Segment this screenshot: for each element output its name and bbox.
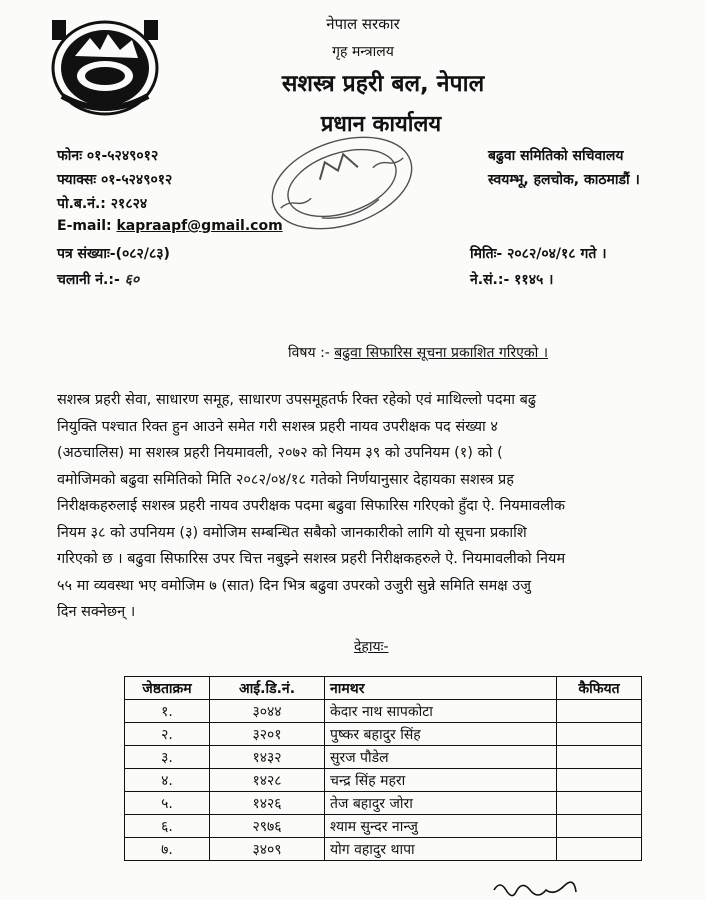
- table-row: [125, 769, 642, 792]
- email-label: E-mail:: [57, 218, 112, 234]
- subject-line: [288, 343, 548, 362]
- secretariat-address: स्वयम्भू, हलचोक, काठमाडौं ।: [488, 172, 640, 188]
- cell-name: पुष्कर बहादुर सिंह: [325, 723, 557, 746]
- cell-name: श्याम सुन्दर नान्जु: [325, 815, 557, 838]
- cell-remarks: [557, 769, 642, 792]
- date-label: मितिः-: [470, 246, 503, 262]
- body-line: निरीक्षकहरुलाई सशस्त्र प्रहरी नायव उपरीक्षक पदमा बढुवा सिफारिस गरिएको हुँदा ऐ. नियमावलीक: [57, 498, 565, 514]
- cell-remarks: [557, 815, 642, 838]
- body-line: वमोजिमको बढुवा समितिको मिति २०८२/०४/१८ गतेको निर्णयानुसार देहायका सशस्त्र प्रह: [57, 471, 515, 488]
- cell-seniority: ७.: [125, 838, 210, 861]
- letter-number-line: [57, 244, 170, 263]
- subject-label: विषय :-: [288, 345, 330, 361]
- cell-remarks: [557, 838, 642, 861]
- signature-icon: [490, 876, 580, 900]
- table-row: [125, 746, 642, 769]
- secretariat-name: बढुवा समितिको सचिवालय: [488, 148, 624, 164]
- table-row: [125, 838, 642, 861]
- cell-name: सुरज पौडेल: [325, 746, 557, 769]
- dispatch-label: चलानी नं.:-: [57, 272, 120, 288]
- era-year: ११४५ ।: [514, 272, 554, 288]
- table-header-row: [125, 677, 642, 700]
- date-value: २०८२/०४/१८: [507, 246, 576, 262]
- cell-seniority: ३.: [125, 746, 210, 769]
- cell-remarks: [557, 723, 642, 746]
- cell-remarks: [557, 746, 642, 769]
- ministry-name: गृह मन्त्रालय: [332, 44, 394, 60]
- fax-line: [57, 170, 172, 189]
- cell-id: २९७६: [210, 815, 325, 838]
- cell-name: तेज बहादुर जोरा: [325, 792, 557, 815]
- era-line: [470, 270, 553, 289]
- email-link[interactable]: kapraapf@gmail.com: [116, 218, 283, 234]
- cell-seniority: २.: [125, 723, 210, 746]
- annex-title: देहायः-: [354, 639, 389, 655]
- phone-label: फोनः: [57, 148, 83, 164]
- header-seniority: जेष्ठताक्रम: [125, 677, 210, 700]
- office-stamp-icon: [262, 128, 422, 238]
- body-line: ५५ मा व्यवस्था भए वमोजिम ७ (सात) दिन भित्र बढुवा उपरको उजुरी सुन्ने समिति समक्ष उजु: [57, 577, 532, 594]
- body-line: नियम ३८ को उपनियम (३) वमोजिम सम्बन्धित सबैको जानकारीको लागि यो सूचना प्रकाशि: [57, 524, 527, 541]
- cell-seniority: १.: [125, 700, 210, 723]
- cell-seniority: ६.: [125, 815, 210, 838]
- table-row: [125, 815, 642, 838]
- phone-line: [57, 146, 158, 165]
- table-row: [125, 700, 642, 723]
- header-name: नामथर: [325, 677, 557, 700]
- cell-seniority: ४.: [125, 769, 210, 792]
- date-suffix: गते ।: [580, 246, 607, 262]
- header-remarks: कैफियत: [557, 677, 642, 700]
- email-line: [57, 218, 283, 234]
- pobox-label: पो.ब.नं.:: [57, 196, 106, 212]
- notice-body: [57, 387, 682, 627]
- cell-id: १४२८: [210, 769, 325, 792]
- era-label: ने.सं.:-: [470, 272, 510, 288]
- government-name: नेपाल सरकार: [326, 15, 400, 33]
- table-row: [125, 792, 642, 815]
- table-row: [125, 723, 642, 746]
- cell-name: योग वहादुर थापा: [325, 838, 557, 861]
- cell-id: ३४०९: [210, 838, 325, 861]
- body-line: सशस्त्र प्रहरी सेवा, साधारण समूह, साधारण उपसमूहतर्फ रिक्त रहेको एवं माथिल्लो पदमा बढु: [57, 392, 537, 408]
- organization-name: सशस्त्र प्रहरी बल, नेपाल: [281, 71, 485, 97]
- cell-id: १४२६: [210, 792, 325, 815]
- letter-number: (०८२/८३): [115, 246, 170, 262]
- dispatch-line: [57, 270, 139, 289]
- header-id: आई.डि.नं.: [210, 677, 325, 700]
- body-line: (अठचालिस) मा सशस्त्र प्रहरी नियमावली, २०७२ को नियम ३९ को उपनियम (१) को (: [57, 445, 503, 461]
- cell-seniority: ५.: [125, 792, 210, 815]
- subject-text: बढुवा सिफारिस सूचना प्रकाशित गरिएको ।: [334, 345, 549, 361]
- phone-number: ०१-५२४९०१२: [86, 148, 159, 164]
- cell-id: १४३२: [210, 746, 325, 769]
- cell-name: चन्द्र सिंह महरा: [325, 769, 557, 792]
- pobox-line: [57, 194, 147, 213]
- fax-number: ०१-५२४९०१२: [101, 172, 173, 188]
- date-line: [470, 244, 607, 263]
- cell-remarks: [557, 700, 642, 723]
- cell-id: ३०४४: [210, 700, 325, 723]
- body-line: दिन सक्नेछन् ।: [57, 604, 136, 620]
- body-line: गरिएको छ । बढुवा सिफारिस उपर चित्त नबुझ्ने सशस्त्र प्रहरी निरीक्षकहरुले ऐ. नियमावलीको नियम: [57, 551, 566, 567]
- office-name: प्रधान कार्यालय: [320, 112, 442, 137]
- dispatch-number: ६०: [124, 272, 140, 288]
- pobox-number: २१८२४: [110, 196, 148, 212]
- cell-remarks: [557, 792, 642, 815]
- promotion-table: [124, 676, 642, 861]
- body-line: नियुक्ति पश्चात रिक्त हुन आउने समेत गरी सशस्त्र प्रहरी नायव उपरीक्षक पद संख्या ४: [57, 418, 498, 435]
- cell-name: केदार नाथ सापकोटा: [325, 700, 557, 723]
- fax-label: फ्याक्सः: [57, 172, 97, 188]
- letter-number-label: पत्र संख्याः-: [57, 246, 116, 262]
- cell-id: ३२०१: [210, 723, 325, 746]
